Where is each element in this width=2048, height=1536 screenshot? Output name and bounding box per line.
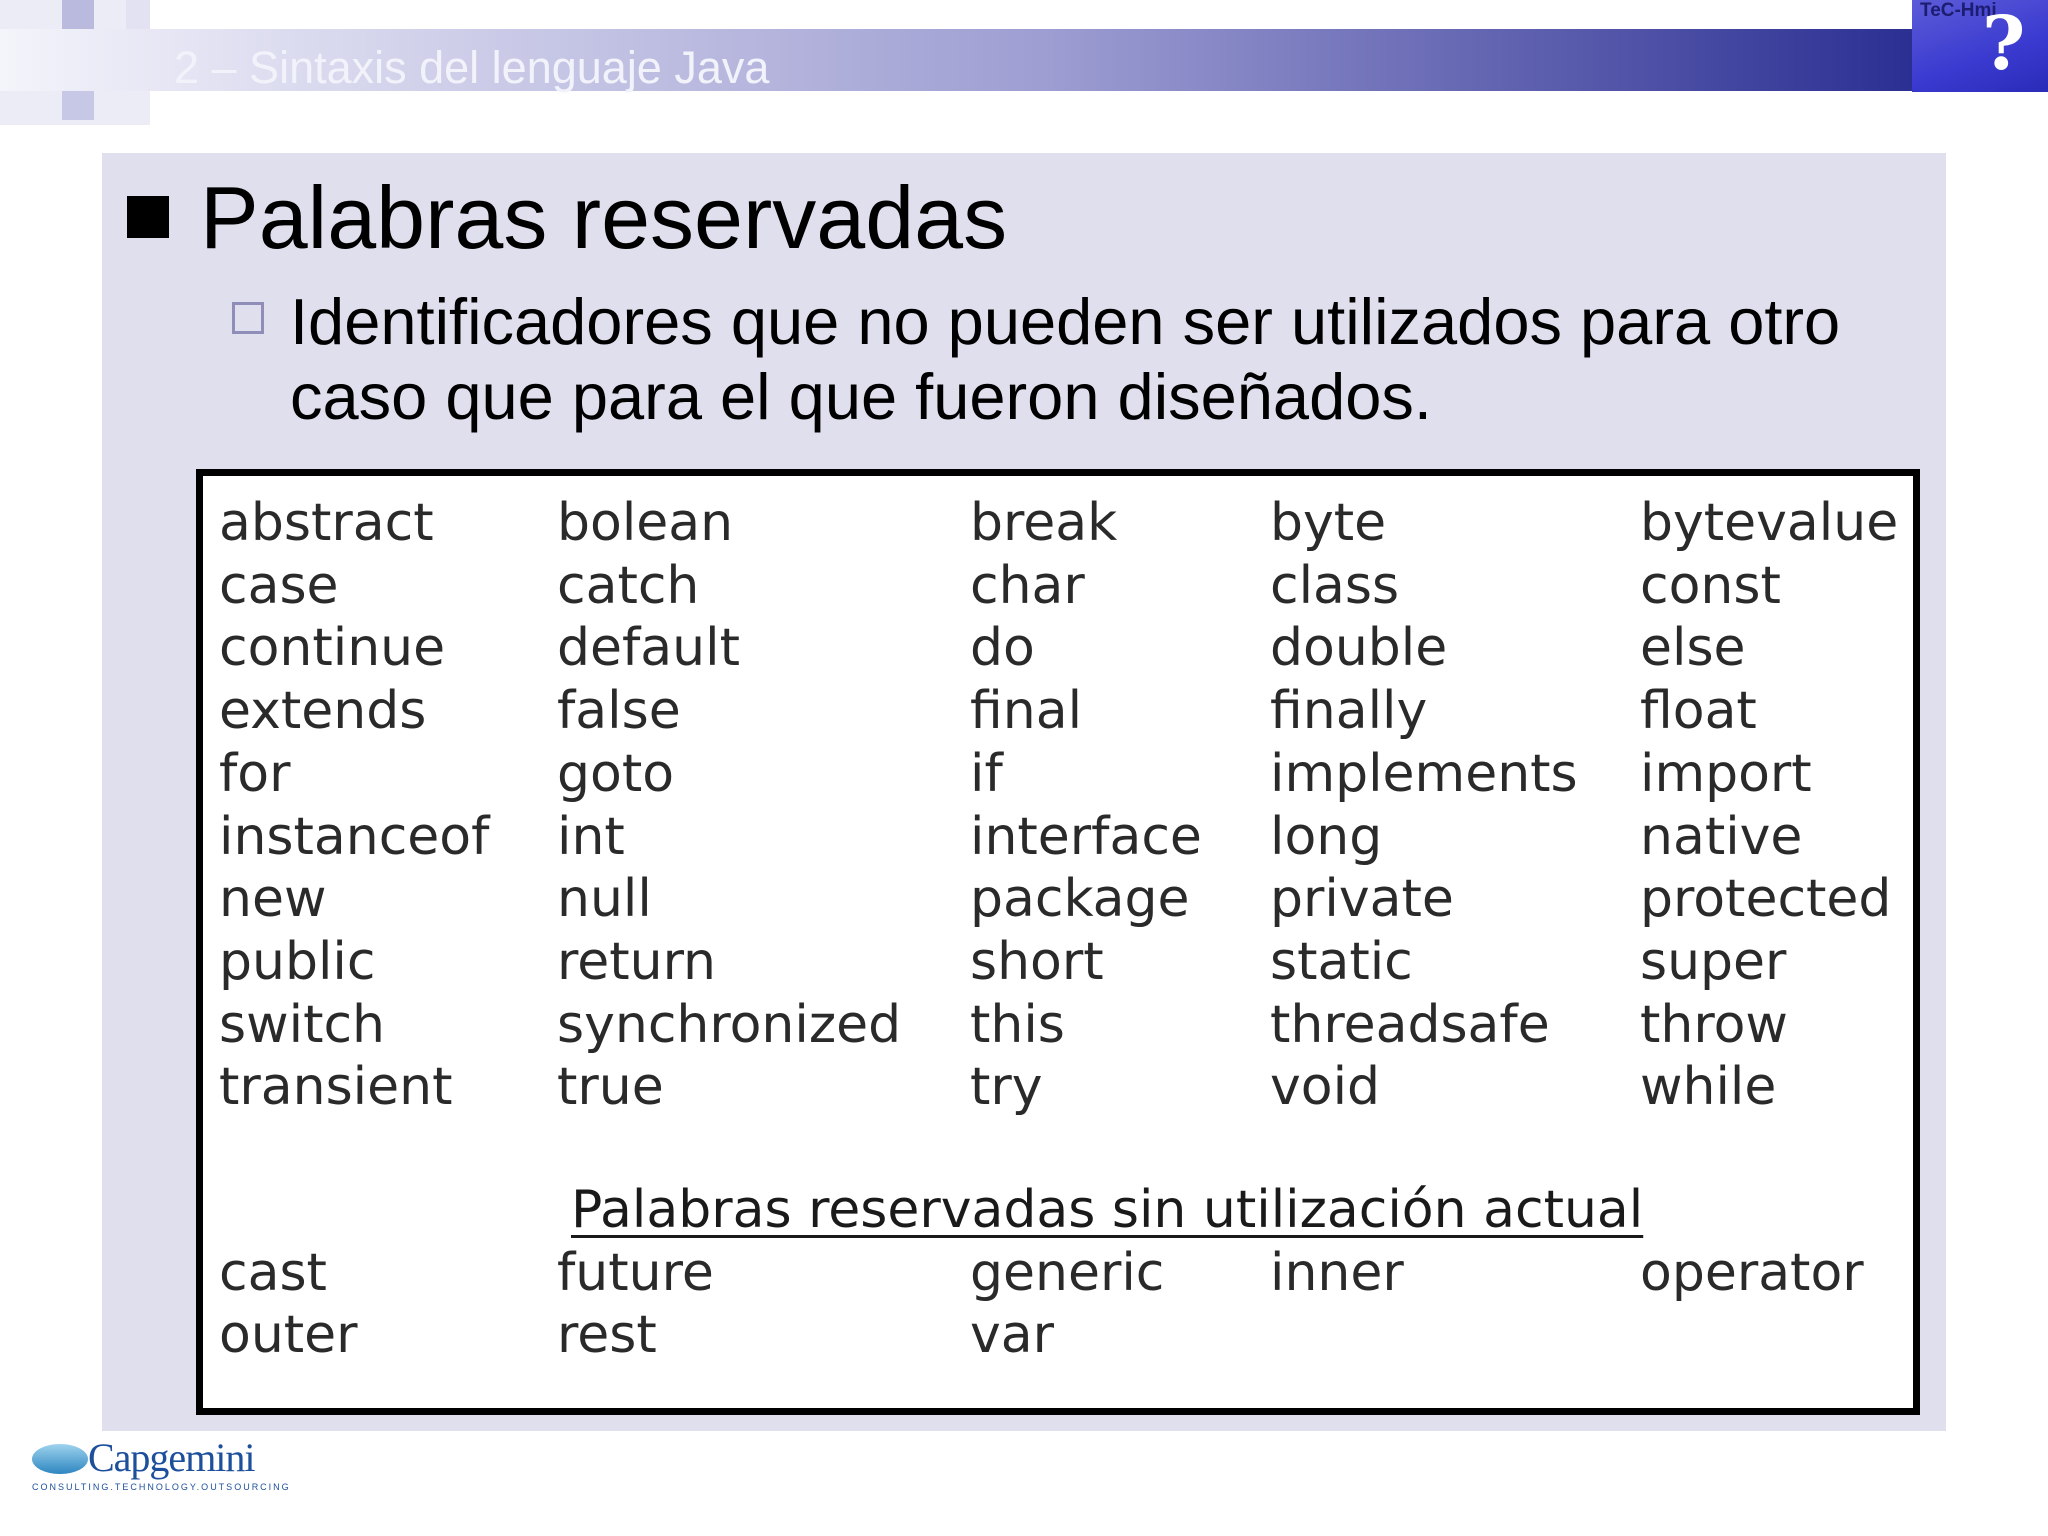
unused-reserved-word: rest: [557, 1305, 657, 1365]
reserved-word: break: [970, 493, 1118, 553]
reserved-word: bytevalue: [1640, 493, 1899, 553]
spade-icon: [32, 1444, 88, 1474]
square-bullet-icon: [127, 196, 169, 238]
reserved-words-table: [196, 469, 1920, 1415]
reserved-word: null: [557, 869, 652, 930]
reserved-word: try: [970, 1057, 1043, 1118]
reserved-word: switch: [219, 994, 386, 1055]
unused-reserved-word: generic: [970, 1243, 1165, 1303]
reserved-word: static: [1270, 931, 1413, 992]
reserved-word: case: [219, 555, 339, 616]
reserved-word: synchronized: [557, 994, 902, 1055]
reserved-word: catch: [557, 555, 700, 616]
hollow-square-bullet-icon: [232, 302, 264, 334]
reserved-word: instanceof: [219, 806, 490, 867]
reserved-word: double: [1270, 618, 1448, 679]
reserved-word: implements: [1270, 743, 1578, 804]
capgemini-name: Capgemini: [88, 1435, 255, 1480]
slide-subtext: Identificadores que no pueden ser utilizados para otro caso que para el que fueron diseñados.: [290, 285, 1841, 433]
reserved-word: const: [1640, 555, 1781, 616]
reserved-word: short: [970, 931, 1104, 992]
unused-reserved-word: var: [970, 1305, 1055, 1365]
reserved-word: import: [1640, 743, 1812, 804]
reserved-word: char: [970, 555, 1085, 616]
header-title: 2 – Sintaxis del lenguaje Java: [174, 42, 770, 93]
slide-heading: Palabras reservadas: [200, 168, 1008, 267]
reserved-word: extends: [219, 681, 427, 742]
corner-logo-text: TeC-Hmi: [1920, 0, 1997, 21]
reserved-word: threadsafe: [1270, 994, 1550, 1055]
capgemini-tagline: CONSULTING.TECHNOLOGY.OUTSOURCING: [32, 1482, 291, 1492]
unused-reserved-word: operator: [1640, 1243, 1864, 1303]
reserved-word: private: [1270, 869, 1454, 930]
reserved-word: native: [1640, 806, 1803, 867]
reserved-word: else: [1640, 618, 1746, 679]
reserved-word: super: [1640, 931, 1787, 992]
reserved-word: int: [557, 806, 625, 867]
reserved-word: class: [1270, 555, 1400, 616]
reserved-word: goto: [557, 743, 675, 804]
unused-reserved-word: cast: [219, 1243, 327, 1303]
reserved-word: default: [557, 618, 740, 679]
reserved-word: float: [1640, 681, 1757, 742]
reserved-word: protected: [1640, 869, 1892, 930]
reserved-word: new: [219, 869, 327, 930]
reserved-word: long: [1270, 806, 1383, 867]
capgemini-logo: [30, 1435, 291, 1500]
reserved-word: void: [1270, 1057, 1381, 1118]
reserved-word: this: [970, 994, 1065, 1055]
corner-logo: [1912, 0, 2048, 102]
reserved-word: throw: [1640, 994, 1788, 1055]
reserved-word: interface: [970, 806, 1202, 867]
reserved-word: while: [1640, 1057, 1777, 1118]
unused-words-title: Palabras reservadas sin utilización actual: [571, 1180, 1644, 1240]
reserved-word: true: [557, 1057, 664, 1118]
reserved-word: return: [557, 931, 716, 992]
reserved-word: byte: [1270, 493, 1387, 553]
reserved-word: abstract: [219, 493, 434, 553]
unused-reserved-word: inner: [1270, 1243, 1404, 1303]
unused-reserved-word: outer: [219, 1305, 358, 1365]
reserved-word: bolean: [557, 493, 734, 553]
reserved-word: if: [970, 743, 1003, 804]
reserved-word: for: [219, 743, 291, 804]
reserved-word: false: [557, 681, 681, 742]
unused-reserved-word: future: [557, 1243, 714, 1303]
reserved-word: finally: [1270, 681, 1428, 742]
reserved-word: public: [219, 931, 376, 992]
reserved-word: transient: [219, 1057, 453, 1118]
reserved-word: continue: [219, 618, 446, 679]
question-mark-icon: ?: [1982, 1, 2026, 87]
reserved-word: do: [970, 618, 1035, 679]
reserved-word: package: [970, 869, 1190, 930]
reserved-word: final: [970, 681, 1083, 742]
